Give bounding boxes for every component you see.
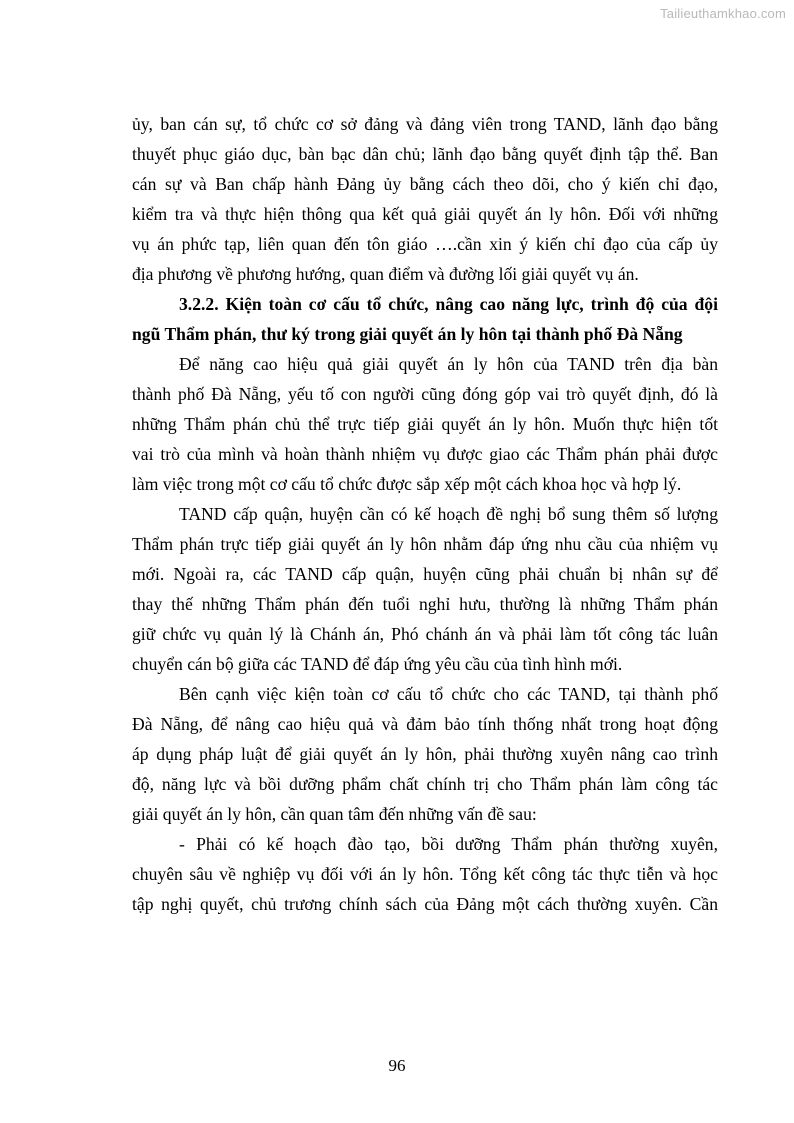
text-line: thành phố Đà Nẵng, yếu tố con người cũng đóng góp vai trò quyết định, đó là bbox=[132, 384, 718, 404]
text-line: mới. Ngoài ra, các TAND cấp quận, huyện cũng phải chuẩn bị nhân sự để bbox=[132, 564, 718, 584]
text-line: thuyết phục giáo dục, bàn bạc dân chủ; lãnh đạo bằng quyết định tập thể. Ban bbox=[132, 144, 718, 164]
paragraph bbox=[132, 349, 718, 499]
text-line: kiểm tra và thực hiện thông qua kết quả giải quyết án ly hôn. Đối với những bbox=[132, 204, 718, 224]
paragraph bbox=[132, 499, 718, 679]
text-line: - Phải có kế hoạch đào tạo, bồi dưỡng Thẩm phán thường xuyên, bbox=[179, 834, 718, 854]
text-line: chuyên sâu về nghiệp vụ đối với án ly hôn. Tổng kết công tác thực tiễn và học bbox=[132, 864, 718, 884]
text-line: độ, năng lực và bồi dưỡng phẩm chất chính trị cho Thẩm phán làm công tác bbox=[132, 774, 718, 794]
text-line: địa phương về phương hướng, quan điểm và đường lối giải quyết vụ án. bbox=[132, 264, 639, 284]
text-line: ngũ Thẩm phán, thư ký trong giải quyết án ly hôn tại thành phố Đà Nẵng bbox=[132, 324, 683, 344]
text-line: TAND cấp quận, huyện cần có kế hoạch đề nghị bổ sung thêm số lượng bbox=[179, 504, 718, 524]
text-line: chuyển cán bộ giữa các TAND để đáp ứng yêu cầu của tình hình mới. bbox=[132, 654, 623, 674]
paragraph bbox=[132, 829, 718, 919]
text-line: 3.2.2. Kiện toàn cơ cấu tổ chức, nâng cao năng lực, trình độ của đội bbox=[179, 294, 718, 314]
text-line: những Thẩm phán chủ thể trực tiếp giải quyết án ly hôn. Muốn thực hiện tốt bbox=[132, 414, 718, 434]
paragraph bbox=[132, 109, 718, 289]
document-body bbox=[132, 109, 718, 919]
section-heading bbox=[132, 289, 718, 349]
text-line: tập nghị quyết, chủ trương chính sách của Đảng một cách thường xuyên. Cần bbox=[132, 894, 718, 914]
text-line: giữ chức vụ quản lý là Chánh án, Phó chánh án và phải làm tốt công tác luân bbox=[132, 624, 718, 644]
text-line: Bên cạnh việc kiện toàn cơ cấu tổ chức cho các TAND, tại thành phố bbox=[179, 684, 718, 704]
text-line: áp dụng pháp luật để giải quyết án ly hôn, phải thường xuyên nâng cao trình bbox=[132, 744, 718, 764]
text-line: ủy, ban cán sự, tổ chức cơ sở đảng và đảng viên trong TAND, lãnh đạo bằng bbox=[132, 114, 718, 134]
text-line: làm việc trong một cơ cấu tổ chức được sắp xếp một cách khoa học và hợp lý. bbox=[132, 474, 682, 494]
paragraph bbox=[132, 679, 718, 829]
text-line: giải quyết án ly hôn, cần quan tâm đến những vấn đề sau: bbox=[132, 804, 537, 824]
page-number: 96 bbox=[388, 1056, 406, 1075]
text-line: Thẩm phán trực tiếp giải quyết án ly hôn nhằm đáp ứng nhu cầu của nhiệm vụ bbox=[132, 534, 718, 554]
watermark: Tailieuthamkhao.com bbox=[660, 6, 786, 21]
text-line: Đà Nẵng, để nâng cao hiệu quả và đảm bảo tính thống nhất trong hoạt động bbox=[132, 714, 718, 734]
text-line: Để năng cao hiệu quả giải quyết án ly hôn của TAND trên địa bàn bbox=[179, 354, 718, 374]
text-line: vụ án phức tạp, liên quan đến tôn giáo ….cần xin ý kiến chỉ đạo của cấp ủy bbox=[132, 234, 718, 254]
text-line: vai trò của mình và hoàn thành nhiệm vụ được giao các Thẩm phán phải được bbox=[132, 444, 718, 464]
text-line: cán sự và Ban chấp hành Đảng ủy bằng cách theo dõi, cho ý kiến chỉ đạo, bbox=[132, 174, 718, 194]
text-line: thay thế những Thẩm phán đến tuổi nghỉ hưu, thường là những Thẩm phán bbox=[132, 594, 718, 614]
